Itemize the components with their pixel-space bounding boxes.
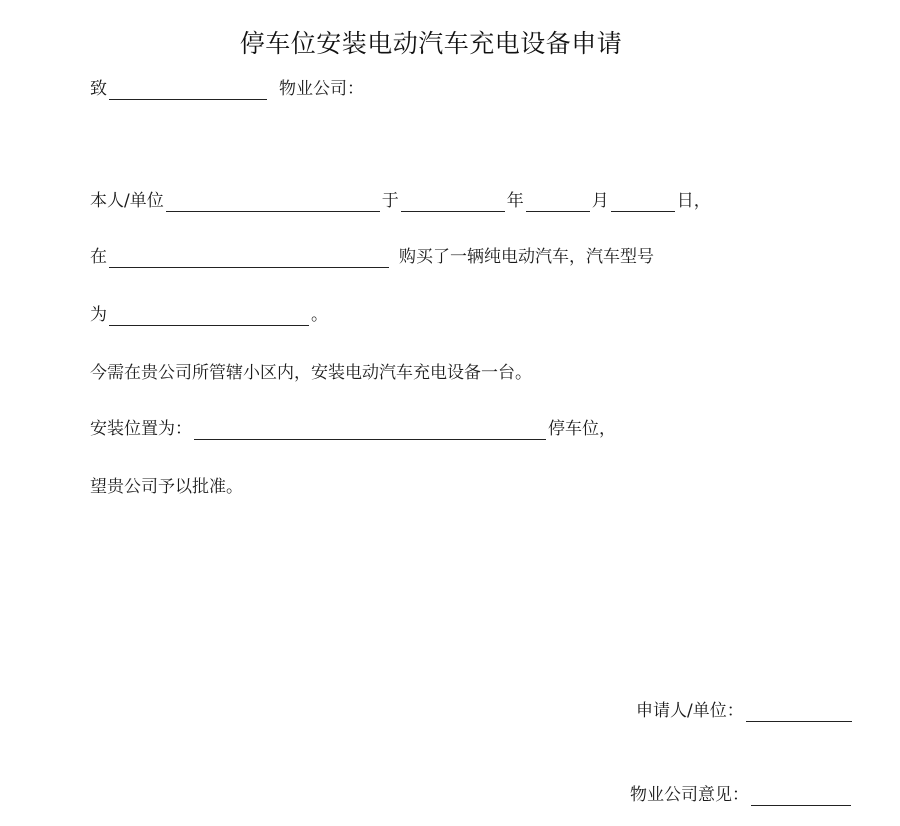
model-line	[90, 304, 328, 326]
property-opinion-blank[interactable]	[751, 787, 851, 806]
addressee-suffix: 物业公司：	[279, 79, 364, 99]
applicant-date-line	[90, 190, 711, 212]
model-suffix: 。	[311, 305, 328, 325]
purchase-prefix: 在	[90, 247, 107, 267]
applicant-prefix: 本人/单位	[90, 191, 164, 211]
request-text: 今需在贵公司所管辖小区内，安装电动汽车充电设备一台。	[90, 363, 532, 383]
at-label: 于	[381, 191, 399, 211]
applicant-name-blank[interactable]	[166, 193, 380, 212]
location-suffix: 停车位，	[548, 419, 616, 439]
property-opinion-label: 物业公司意见：	[630, 785, 749, 805]
purchase-line	[90, 246, 654, 268]
purchase-suffix: 购买了一辆纯电动汽车，汽车型号	[399, 247, 654, 267]
applicant-signature-line	[636, 700, 854, 722]
property-opinion-line	[630, 784, 853, 806]
addressee-prefix: 致	[90, 79, 107, 99]
day-blank[interactable]	[611, 193, 675, 212]
approval-line	[90, 476, 243, 498]
year-label: 年	[506, 191, 524, 211]
year-blank[interactable]	[401, 193, 505, 212]
month-blank[interactable]	[526, 193, 590, 212]
applicant-signature-label: 申请人/单位：	[636, 701, 744, 721]
purchase-place-blank[interactable]	[109, 249, 389, 268]
location-prefix: 安装位置为：	[90, 419, 192, 439]
model-prefix: 为	[90, 305, 107, 325]
applicant-signature-blank[interactable]	[746, 703, 852, 722]
document-title: 停车位安装电动汽车充电设备申请	[239, 29, 623, 58]
location-line	[90, 418, 616, 440]
request-line	[90, 362, 532, 384]
property-company-blank[interactable]	[109, 81, 267, 100]
approval-text: 望贵公司予以批准。	[90, 477, 243, 497]
month-label: 月	[591, 191, 609, 211]
addressee-line	[90, 78, 364, 100]
day-label: 日，	[676, 191, 711, 211]
install-location-blank[interactable]	[194, 421, 546, 440]
car-model-blank[interactable]	[109, 307, 309, 326]
